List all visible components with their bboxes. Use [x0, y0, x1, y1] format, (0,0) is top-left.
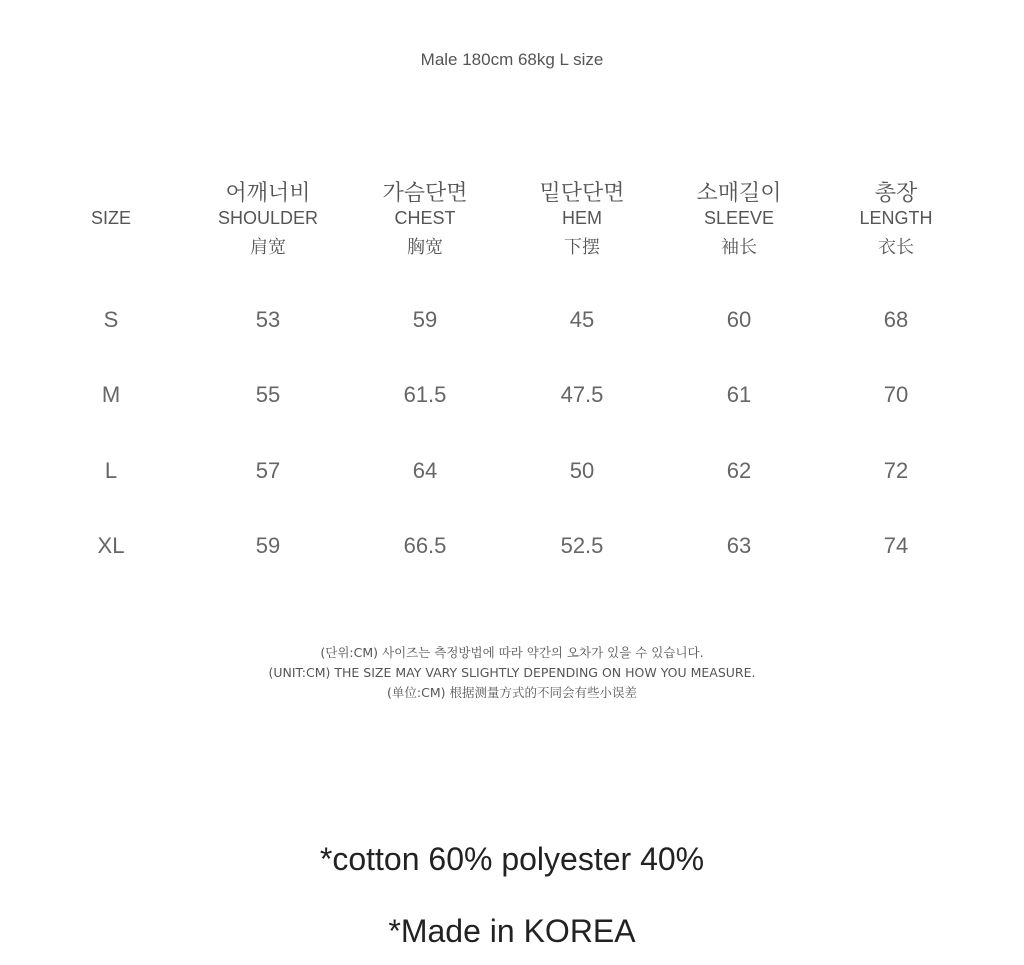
hem-value: 52.5 — [560, 533, 604, 558]
size-label: S — [103, 307, 119, 332]
size-label: M — [101, 382, 121, 407]
hem-value: 50 — [569, 458, 595, 483]
header-ko: 총장 — [874, 181, 918, 206]
header-en: SLEEVE — [703, 208, 775, 228]
country-of-origin: *Made in KOREA — [388, 913, 636, 949]
header-en: LENGTH — [859, 208, 933, 228]
length-value: 70 — [883, 382, 909, 407]
note-english: (UNIT:CM) THE SIZE MAY VARY SLIGHTLY DEPENDING ON HOW YOU MEASURE. — [268, 665, 756, 680]
chest-value: 61.5 — [403, 382, 447, 407]
hem-value: 47.5 — [560, 382, 604, 407]
shoulder-value: 59 — [255, 533, 281, 558]
note-korean: (단위:CM) 사이즈는 측정방법에 따라 약간의 오차가 있을 수 있습니다. — [320, 645, 704, 660]
chest-value: 59 — [412, 307, 438, 332]
length-value: 74 — [883, 533, 909, 558]
sleeve-value: 62 — [726, 458, 752, 483]
size-label: L — [104, 458, 118, 483]
sleeve-value: 60 — [726, 307, 752, 332]
header-zh: 肩宽 — [250, 237, 286, 258]
sleeve-value: 61 — [726, 382, 752, 407]
header-ko: 밑단단면 — [539, 181, 625, 206]
material-composition: *cotton 60% polyester 40% — [319, 841, 705, 877]
size-label: XL — [97, 533, 125, 558]
shoulder-value: 53 — [255, 307, 281, 332]
header-ko: 어깨너비 — [225, 181, 311, 206]
chest-value: 64 — [412, 458, 438, 483]
header-zh: 衣长 — [878, 237, 914, 258]
header-ko: 소매길이 — [696, 181, 782, 206]
header-ko: 가슴단면 — [382, 181, 468, 206]
header-zh: 胸宽 — [407, 237, 443, 258]
hem-value: 45 — [569, 307, 595, 332]
header-zh: 袖长 — [721, 237, 757, 258]
shoulder-value: 57 — [255, 458, 281, 483]
shoulder-value: 55 — [255, 382, 281, 407]
model-info: Male 180cm 68kg L size — [420, 50, 604, 69]
chest-value: 66.5 — [403, 533, 447, 558]
note-chinese: (单位:CM) 根据测量方式的不同会有些小误差 — [387, 685, 637, 700]
header-zh: 下摆 — [564, 237, 600, 258]
header-en: HEM — [562, 208, 602, 228]
header-en: SHOULDER — [217, 208, 319, 228]
length-value: 68 — [883, 307, 909, 332]
size-header: SIZE — [90, 208, 131, 228]
measurement-notes — [0, 643, 1024, 703]
sleeve-value: 63 — [726, 533, 752, 558]
header-en: CHEST — [394, 208, 456, 228]
length-value: 72 — [883, 458, 909, 483]
